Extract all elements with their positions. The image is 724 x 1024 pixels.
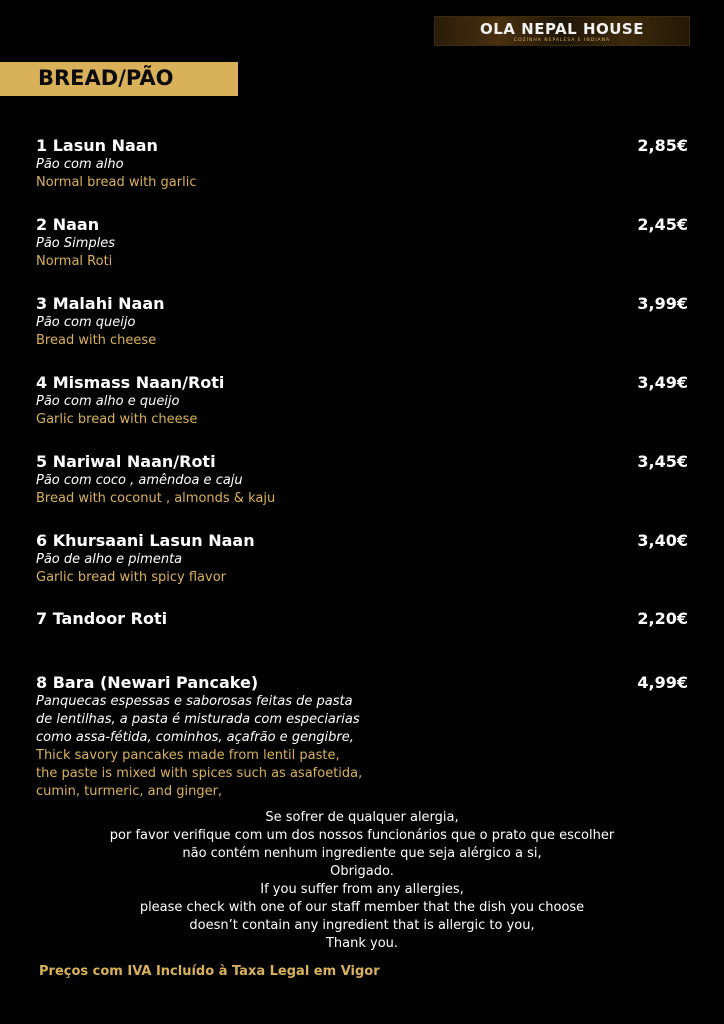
item-name: 2 Naan bbox=[36, 215, 100, 234]
notice-line: Se sofrer de qualquer alergia, bbox=[265, 810, 459, 825]
item-desc-pt: de lentilhas, a pasta é misturada com especiarias bbox=[36, 712, 360, 727]
item-price: 2,20€ bbox=[637, 609, 688, 628]
notice-line: please check with one of our staff member that the dish you choose bbox=[139, 900, 585, 915]
item-price: 3,45€ bbox=[637, 452, 688, 471]
item-desc-pt: Panquecas espessas e saborosas feitas de pasta bbox=[36, 694, 353, 709]
item-desc-en: Garlic bread with spicy flavor bbox=[36, 570, 227, 585]
menu-item bbox=[36, 294, 688, 350]
item-name: 7 Tandoor Roti bbox=[36, 609, 168, 628]
item-desc-en: the paste is mixed with spices such as asafoetida, bbox=[36, 766, 363, 781]
menu-item bbox=[36, 136, 688, 192]
item-desc-en: Bread with cheese bbox=[36, 333, 157, 348]
item-desc-en: Normal Roti bbox=[36, 254, 113, 269]
notice-line: por favor verifique com um dos nossos funcionários que o prato que escolher bbox=[109, 828, 615, 843]
section-banner bbox=[0, 62, 238, 96]
menu-item bbox=[36, 373, 688, 429]
vat-footer: Preços com IVA Incluído à Taxa Legal em Vigor bbox=[39, 964, 380, 979]
notice-line: Obrigado. bbox=[330, 864, 394, 879]
item-desc-en: Normal bread with garlic bbox=[36, 175, 197, 190]
menu-item bbox=[36, 609, 688, 629]
item-price: 3,99€ bbox=[637, 294, 688, 313]
logo-subtitle: COZINHA NEPALESA E INDIANA bbox=[513, 38, 611, 43]
item-desc-pt: Pão com alho e queijo bbox=[36, 394, 180, 409]
item-name: 8 Bara (Newari Pancake) bbox=[36, 673, 259, 692]
item-desc-pt: Pão de alho e pimenta bbox=[36, 552, 183, 567]
menu-item bbox=[36, 673, 688, 801]
item-desc-en: Thick savory pancakes made from lentil paste, bbox=[36, 748, 340, 763]
restaurant-logo bbox=[434, 16, 690, 46]
logo-name: OLA NEPAL HOUSE bbox=[480, 20, 644, 38]
menu-item bbox=[36, 215, 688, 271]
item-desc-pt: Pão com queijo bbox=[36, 315, 136, 330]
menu-item bbox=[36, 531, 688, 587]
item-price: 3,40€ bbox=[637, 531, 688, 550]
menu-item bbox=[36, 452, 688, 508]
item-price: 3,49€ bbox=[637, 373, 688, 392]
notice-line: não contém nenhum ingrediente que seja alérgico a si, bbox=[182, 846, 542, 861]
item-price: 2,45€ bbox=[637, 215, 688, 234]
notice-line: doesn’t contain any ingredient that is allergic to you, bbox=[189, 918, 535, 933]
item-name: 1 Lasun Naan bbox=[36, 136, 158, 155]
notice-line: If you suffer from any allergies, bbox=[260, 882, 464, 897]
notice-line: Thank you. bbox=[325, 936, 399, 951]
item-desc-pt: como assa-fétida, cominhos, açafrão e gengibre, bbox=[36, 730, 354, 745]
item-desc-en: Bread with coconut , almonds & kaju bbox=[36, 491, 276, 506]
section-title: BREAD/PÃO bbox=[38, 66, 174, 90]
item-name: 4 Mismass Naan/Roti bbox=[36, 373, 225, 392]
item-price: 4,99€ bbox=[637, 673, 688, 692]
item-price: 2,85€ bbox=[637, 136, 688, 155]
item-name: 5 Nariwal Naan/Roti bbox=[36, 452, 216, 471]
item-desc-pt: Pão com alho bbox=[36, 157, 124, 172]
item-desc-pt: Pão Simples bbox=[36, 236, 116, 251]
item-desc-pt: Pão com coco , amêndoa e caju bbox=[36, 473, 243, 488]
item-desc-en: cumin, turmeric, and ginger, bbox=[36, 784, 223, 799]
allergy-notice bbox=[0, 809, 724, 953]
item-name: 3 Malahi Naan bbox=[36, 294, 165, 313]
item-name: 6 Khursaani Lasun Naan bbox=[36, 531, 255, 550]
item-desc-en: Garlic bread with cheese bbox=[36, 412, 198, 427]
